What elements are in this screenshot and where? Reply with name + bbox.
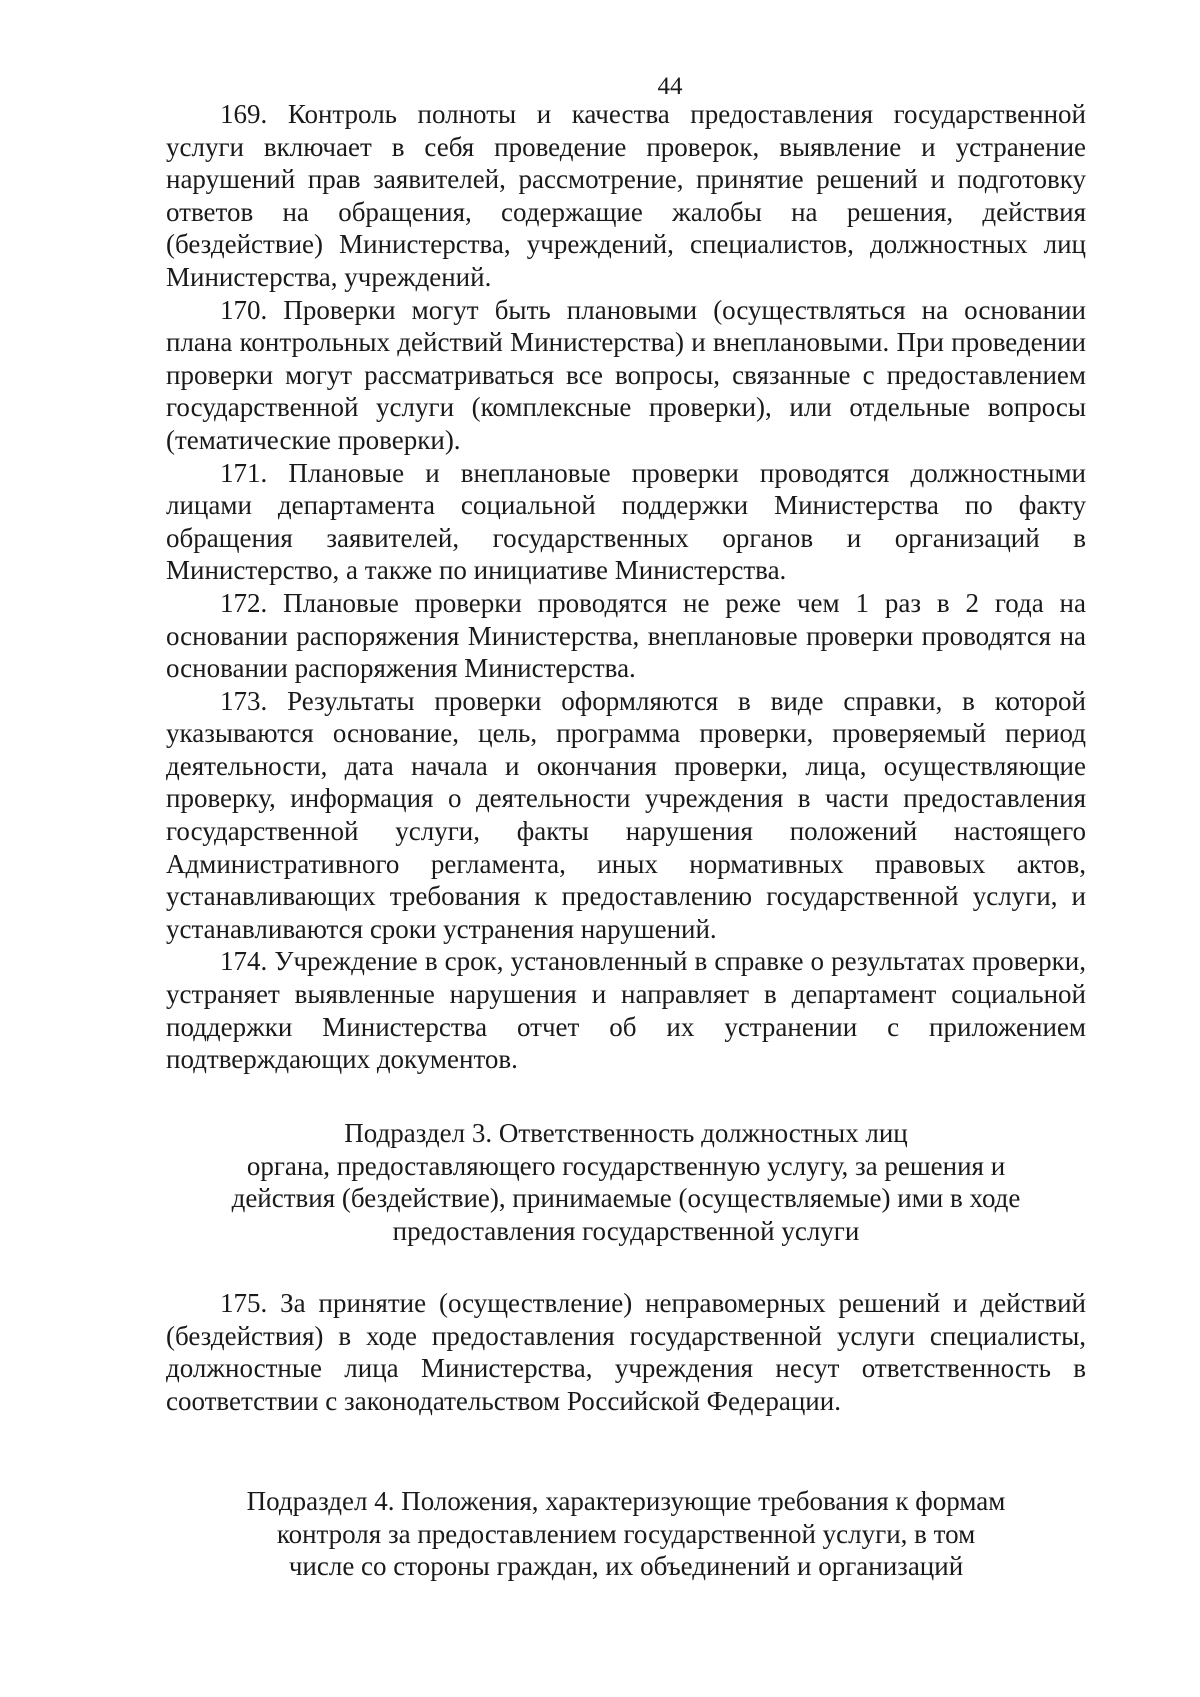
paragraph-174	[166, 945, 1086, 1075]
paragraph-number: 173.	[220, 685, 268, 716]
paragraph-text: За принятие (осуществление) неправомерных решений и действий (бездействия) в ходе предоставления государственной услуги специалисты, должностные лица Министерства, учреждения несут ответственность в соответствии с законодательством Российской Федерации.	[166, 1288, 1086, 1416]
paragraph-number: 170.	[220, 294, 268, 325]
section-body-2	[166, 1287, 1086, 1417]
heading-line: действия (бездействие), принимаемые (осуществляемые) ими в ходе	[231, 1183, 1021, 1214]
subsection-3-heading	[166, 1117, 1086, 1247]
section-body	[166, 98, 1086, 1076]
page-number: 44	[657, 73, 683, 100]
heading-line: контроля за предоставлением государственной услуги, в том	[276, 1518, 976, 1549]
paragraph-number: 175.	[220, 1288, 268, 1318]
paragraph-173	[166, 685, 1086, 946]
paragraph-number: 172.	[220, 587, 268, 618]
paragraph-170	[166, 294, 1086, 457]
paragraph-171	[166, 457, 1086, 587]
paragraph-175	[166, 1287, 1086, 1417]
paragraph-text: Плановые проверки проводятся не реже чем 1 раз в 2 года на основании распоряжения Министерства, внеплановые проверки проводятся на основании распоряжения Министерства.	[166, 587, 1086, 684]
paragraph-text: Учреждение в срок, установленный в справке о результатах проверки, устраняет выявленные нарушения и направляет в департамент социальной поддержки Министерства отчет об их устранении с приложением подтверждающих документов.	[166, 946, 1087, 1075]
heading-line: Подраздел 4. Положения, характеризующие требования к формам	[246, 1486, 1006, 1516]
paragraph-text: Контроль полноты и качества предоставления государственной услуги включает в себя проведение проверок, выявление и устранение нарушений прав заявителей, рассмотрение, принятие решений и подготовку ответов на обращения, содержащие жалобы на решения, действия (бездействие) Министерства, учреждений, специалистов, должностных лиц Министерства, учреждений.	[166, 99, 1086, 292]
heading-line: числе со стороны граждан, их объединений и организаций	[288, 1551, 964, 1582]
heading-line: органа, предоставляющего государственную услугу, за решения и	[246, 1150, 1006, 1181]
paragraph-text: Проверки могут быть плановыми (осуществляться на основании плана контрольных действий Министерства) и внеплановыми. При проведении проверки могут рассматриваться все вопросы, связанные с предоставлением государственной услуги (комплексные проверки), или отдельные вопросы (тематические проверки).	[166, 294, 1086, 455]
paragraph-number: 171.	[220, 457, 268, 488]
paragraph-number: 174.	[220, 946, 268, 977]
paragraph-text: Результаты проверки оформляются в виде справки, в которой указываются основание, цель, программа проверки, проверяемый период деятельности, дата начала и окончания проверки, лица, осуществляющие проверку, информация о деятельности учреждения в части предоставления государственной услуги, факты нарушения положений настоящего Административного регламента, иных нормативных правовых актов, устанавливающих требования к предоставлению государственной услуги, и устанавливаются сроки устранения нарушений.	[166, 685, 1087, 944]
heading-line: предоставления государственной услуги	[392, 1215, 860, 1246]
subsection-4-heading	[166, 1485, 1086, 1583]
paragraph-169	[166, 98, 1086, 294]
paragraph-number: 169.	[220, 99, 268, 129]
paragraph-172	[166, 587, 1086, 685]
paragraph-text: Плановые и внеплановые проверки проводятся должностными лицами департамента социальной поддержки Министерства по факту обращения заявителей, государственных органов и организаций в Министерство, а также по инициативе Министерства.	[166, 457, 1086, 586]
heading-line: Подраздел 3. Ответственность должностных лиц	[344, 1118, 908, 1148]
